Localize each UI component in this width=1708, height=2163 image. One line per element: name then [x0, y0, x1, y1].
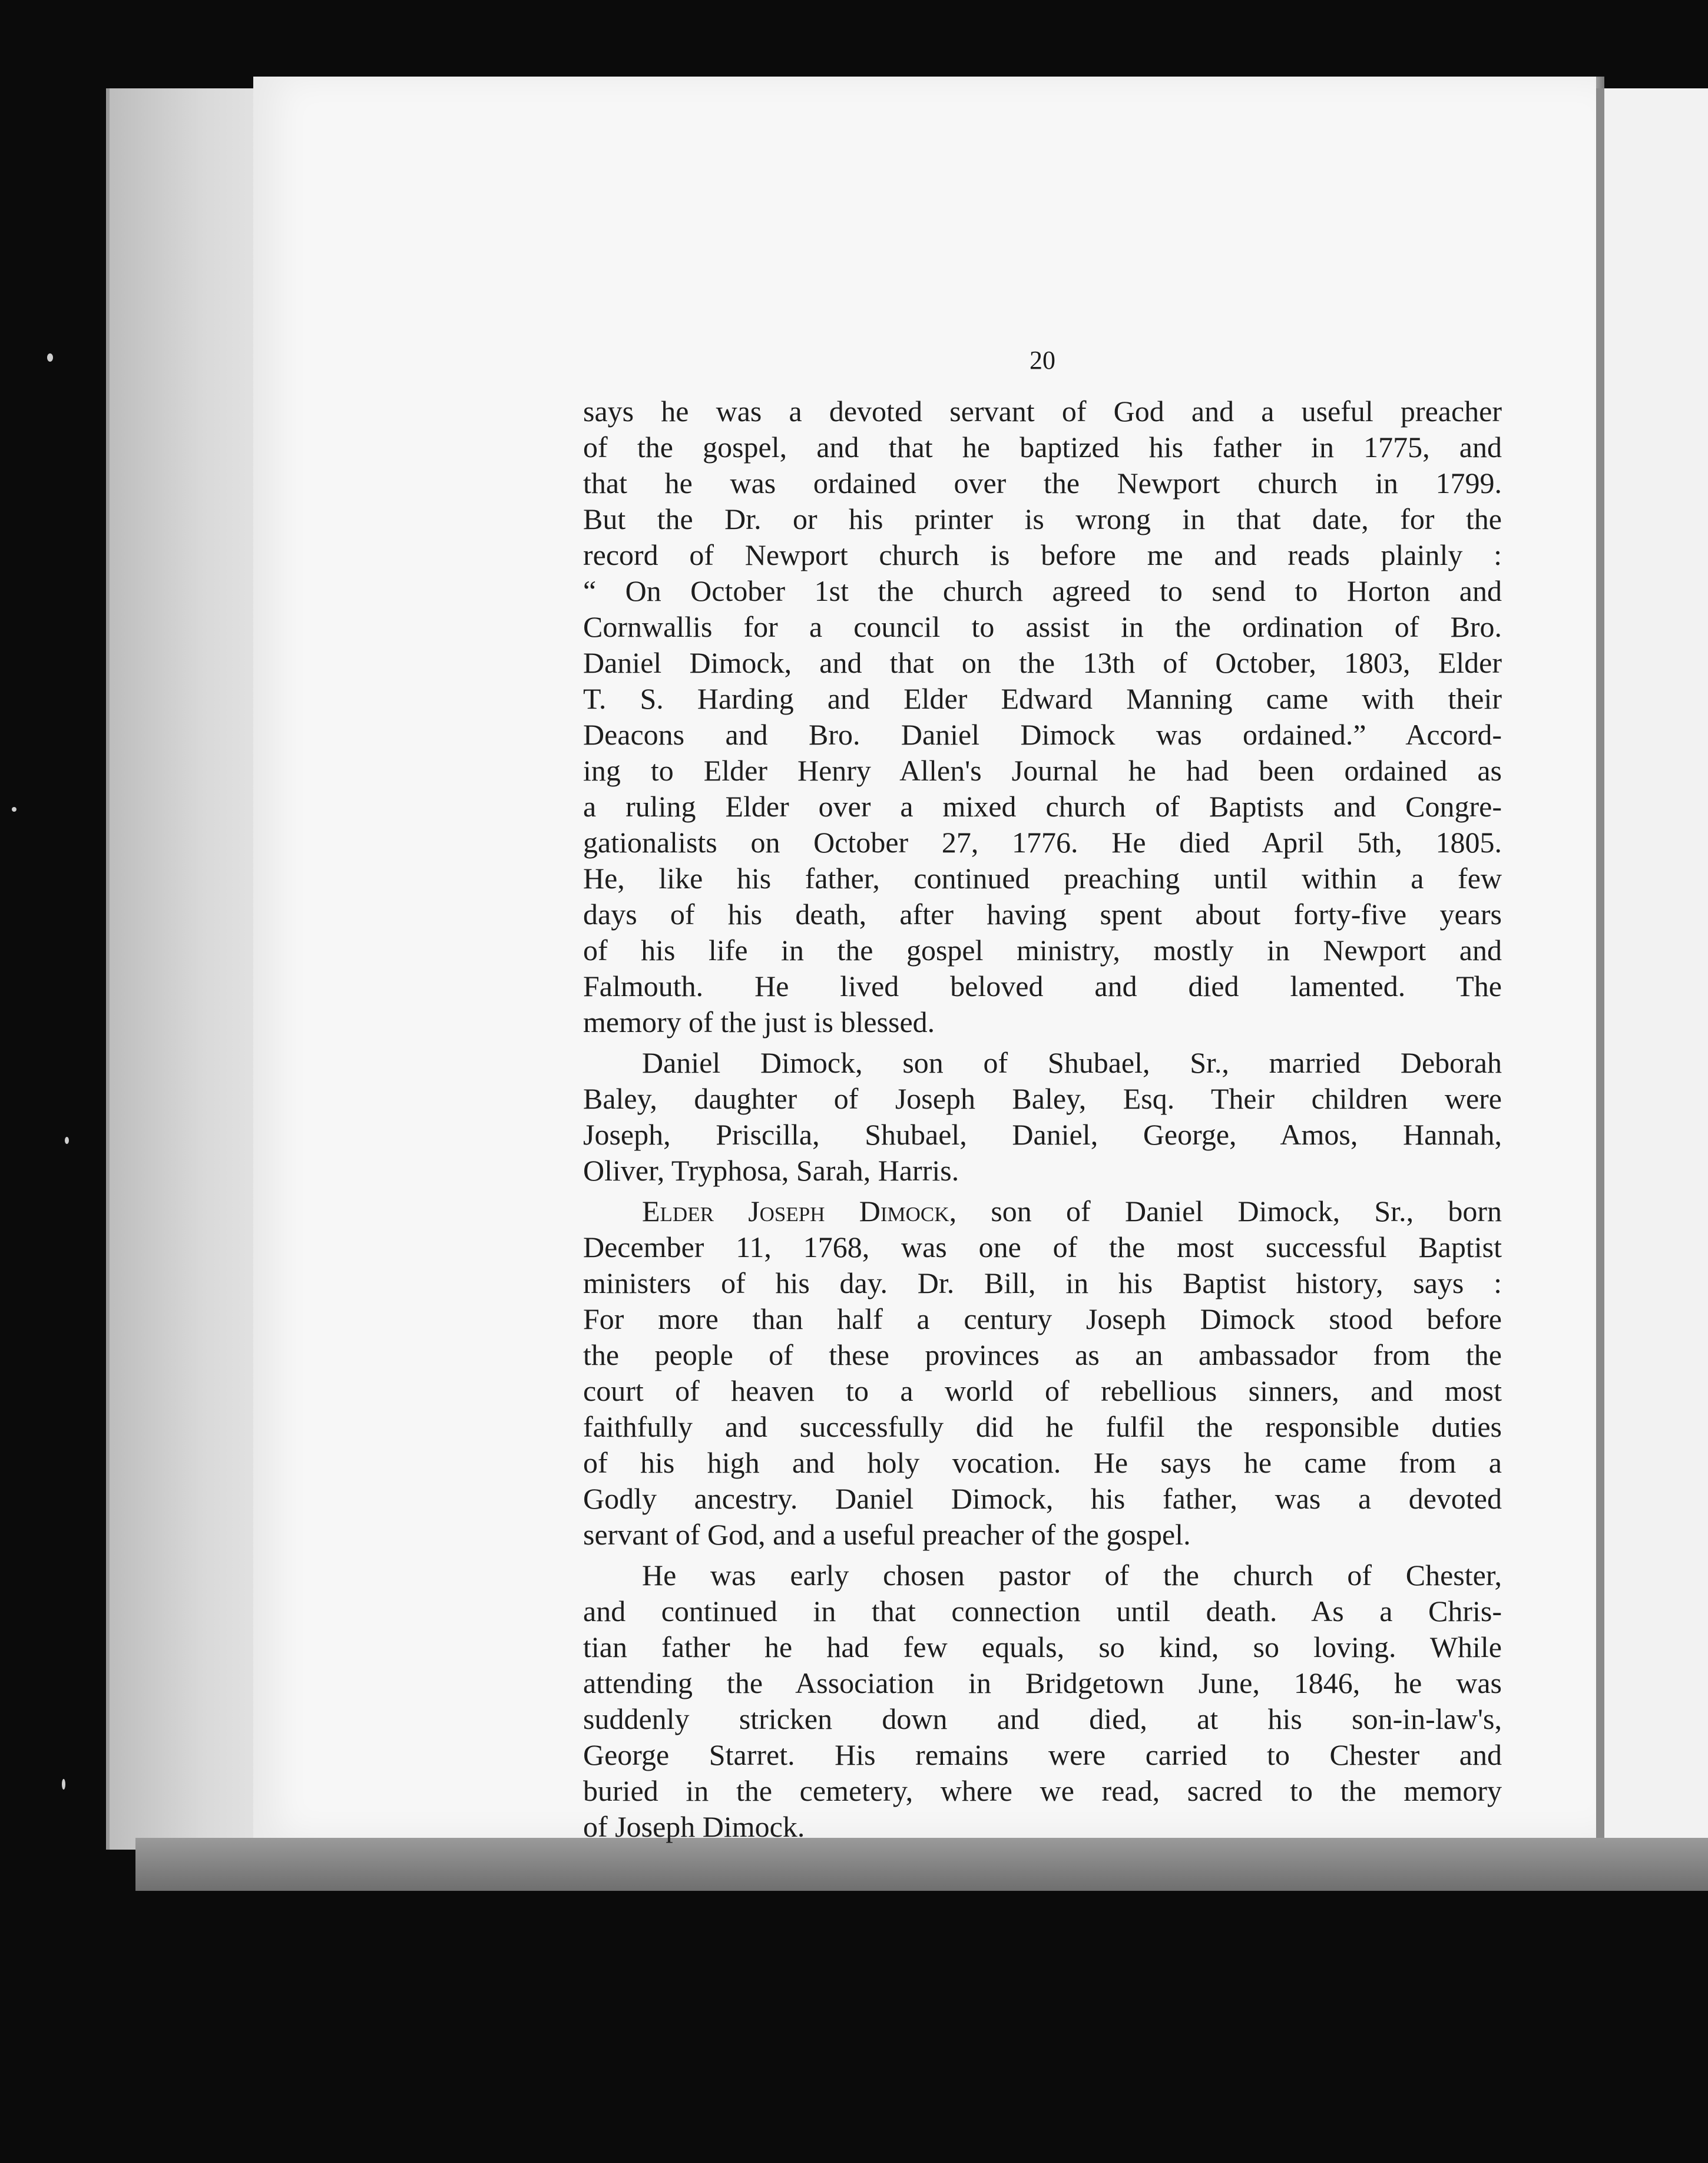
text-line: Godly ancestry. Daniel Dimock, his father, was a devoted — [583, 1482, 1502, 1515]
text-line: Falmouth. He lived beloved and died lamented. The — [583, 970, 1502, 1003]
text-line: ing to Elder Henry Allen's Journal he had been ordained as — [583, 754, 1502, 787]
text-line: George Starret. His remains were carried to Chester and — [583, 1738, 1502, 1771]
text-line: a ruling Elder over a mixed church of Baptists and Congre- — [583, 790, 1502, 823]
text-line: of his high and holy vocation. He says he came from a — [583, 1446, 1502, 1479]
text-line: “ On October 1st the church agreed to send to Horton and — [583, 574, 1502, 607]
text-line: ministers of his day. Dr. Bill, in his Baptist history, says : — [583, 1266, 1502, 1299]
dust-speck — [47, 353, 53, 362]
text-line: Joseph, Priscilla, Shubael, Daniel, George, Amos, Hannah, — [583, 1118, 1502, 1151]
text-line: faithfully and successfully did he fulfil the responsible duties — [583, 1410, 1502, 1443]
right-facing-page — [1596, 88, 1708, 1879]
text-line: servant of God, and a useful preacher of the gospel. — [583, 1518, 1191, 1551]
text-line: record of Newport church is before me and reads plainly : — [583, 538, 1502, 571]
text-line: buried in the cemetery, where we read, sacred to the memory — [583, 1774, 1502, 1807]
name-small-caps: Elder Joseph Dimock — [642, 1195, 949, 1228]
scan-background-bottom — [135, 1891, 1708, 2163]
text-line: and continued in that connection until death. As a Chris- — [583, 1595, 1502, 1628]
text-line: He was early chosen pastor of the church of Chester, — [642, 1559, 1502, 1592]
text-line: that he was ordained over the Newport church in 1799. — [583, 467, 1502, 500]
body-text — [583, 393, 1502, 1845]
text-line: of the gospel, and that he baptized his father in 1775, and — [583, 431, 1502, 464]
book-cover-bottom-edge — [135, 1838, 1708, 1891]
page-number: 20 — [1030, 346, 1055, 375]
text-line-rest: , son of Daniel Dimock, Sr., born — [949, 1195, 1502, 1228]
text-line: suddenly stricken down and died, at his son-in-law's, — [583, 1702, 1502, 1735]
dust-speck — [62, 1779, 65, 1790]
text-line: Daniel Dimock, and that on the 13th of October, 1803, Elder — [583, 646, 1502, 679]
text-line: memory of the just is blessed. — [583, 1006, 935, 1038]
text-line: Deacons and Bro. Daniel Dimock was ordained.” Accord- — [583, 718, 1502, 751]
text-line: court of heaven to a world of rebellious sinners, and most — [583, 1374, 1502, 1407]
dust-speck — [65, 1137, 69, 1144]
text-line: gationalists on October 27, 1776. He died April 5th, 1805. — [583, 826, 1502, 859]
text-line: Oliver, Tryphosa, Sarah, Harris. — [583, 1154, 959, 1187]
text-line: He, like his father, continued preaching until within a few — [583, 862, 1502, 895]
dust-speck — [12, 807, 16, 812]
text-line: says he was a devoted servant of God and a useful preacher — [583, 395, 1502, 428]
text-line: T. S. Harding and Elder Edward Manning came with their — [583, 682, 1502, 715]
text-line-with-heading — [583, 1193, 1502, 1229]
text-line: But the Dr. or his printer is wrong in that date, for the — [583, 502, 1502, 535]
text-line: Daniel Dimock, son of Shubael, Sr., married Deborah — [642, 1046, 1502, 1079]
text-line: of Joseph Dimock. — [583, 1810, 805, 1843]
text-line: For more than half a century Joseph Dimock stood before — [583, 1302, 1502, 1335]
paragraph-gap — [583, 1040, 1502, 1045]
text-line: days of his death, after having spent about forty-five years — [583, 898, 1502, 931]
text-line: attending the Association in Bridgetown June, 1846, he was — [583, 1666, 1502, 1699]
text-line: the people of these provinces as an ambassador from the — [583, 1338, 1502, 1371]
text-line: December 11, 1768, was one of the most successful Baptist — [583, 1231, 1502, 1264]
text-line: of his life in the gospel ministry, mostly in Newport and — [583, 934, 1502, 967]
text-line: Cornwallis for a council to assist in the ordination of Bro. — [583, 610, 1502, 643]
text-line: Baley, daughter of Joseph Baley, Esq. Their children were — [583, 1082, 1502, 1115]
text-line: tian father he had few equals, so kind, so loving. While — [583, 1630, 1502, 1663]
paragraph-gap — [583, 1553, 1502, 1557]
paragraph-gap — [583, 1189, 1502, 1193]
